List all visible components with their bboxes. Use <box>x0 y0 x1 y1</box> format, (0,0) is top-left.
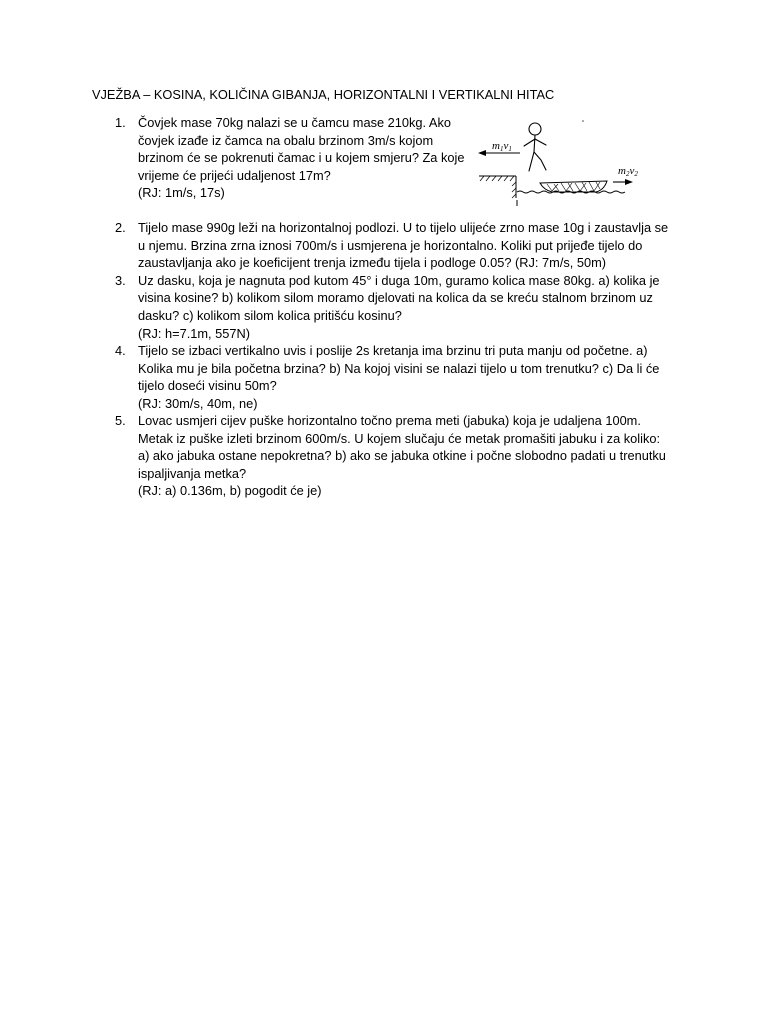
problem-text-line: Lovac usmjeri cijev puške horizontalno točno prema meti (jabuka) koja je udaljena 100m. <box>138 413 641 429</box>
problem-number: 1. <box>115 115 126 130</box>
problem-text-line: Tijelo mase 990g leži na horizontalnoj podlozi. U to tijelo ulijeće zrno mase 10g i zaustavlja se <box>138 220 669 236</box>
figure-right-arm <box>535 139 546 145</box>
boat-hatching <box>547 182 600 191</box>
arrow-left-head <box>478 150 486 156</box>
boat-momentum-label <box>618 165 638 178</box>
stick-figure-icon <box>524 123 546 171</box>
problem-4 <box>115 342 768 412</box>
problem-number: 2. <box>115 220 126 236</box>
label-velocity-sub: 1 <box>508 145 512 153</box>
problem-text-line: Tijelo se izbaci vertikalno uvis i poslije 2s kretanja ima brzinu tri puta manju od početne. a) <box>138 343 648 359</box>
problem-text-line: a) ako jabuka ostane nepokretna? b) ako se jabuka otkine i počne slobodno padati u trenutku <box>138 448 666 464</box>
problem-answer: (RJ: a) 0.136m, b) pogodit će je) <box>138 483 322 499</box>
problem-text-line: čovjek izađe iz čamca na obalu brzinom 3m/s kojom <box>138 132 434 148</box>
figure-left-leg <box>529 152 534 171</box>
man-momentum-label <box>492 140 512 153</box>
boat-icon <box>540 181 607 192</box>
label-mass: m <box>618 165 626 177</box>
label-velocity-sub: 2 <box>634 170 638 178</box>
man-boat-figure <box>470 112 650 212</box>
problem-number: 3. <box>115 272 126 288</box>
figure-left-arm <box>524 139 535 146</box>
problem-text-line: tijelo doseći visinu 50m? <box>138 378 277 394</box>
problem-text-line: Kolika mu je bila početna brzina? b) Na kojoj visini se nalazi tijelo u tom trenutku? c) Da li će <box>138 360 660 376</box>
problem-text-line: ispaljivanja metka? <box>138 465 247 481</box>
label-mass: m <box>492 140 500 152</box>
problem-5 <box>115 412 768 500</box>
problem-text-line: zaustavljanja ako je koeficijent trenja između tijela i podloge 0.05? (RJ: 7m/s, 50m) <box>138 255 607 271</box>
problem-text-line: dasku? c) kolikom silom kolica pritišću kosinu? <box>138 308 402 324</box>
problem-text-line: Uz dasku, koja je nagnuta pod kutom 45° i duga 10m, guramo kolica mase 80kg. a) kolika je <box>138 272 660 288</box>
speck-dot <box>582 120 584 122</box>
problem-number: 5. <box>115 413 126 429</box>
boat-velocity-arrow <box>613 179 633 185</box>
problem-text-line: visina kosine? b) kolikom silom moramo djelovati na kolica da se kreću stalnom brzinom uz <box>138 290 653 306</box>
label-mass-sub: 2 <box>625 170 630 178</box>
arrow-right-head <box>625 179 633 185</box>
figure-right-leg <box>534 152 546 170</box>
figure-head <box>529 123 541 135</box>
figure-body <box>534 135 535 152</box>
problem-text-line: brzinom će se pokrenuti čamac i u kojem smjeru? Za koje <box>138 150 465 166</box>
shore-hatching <box>480 176 516 198</box>
problem-1 <box>115 114 768 202</box>
problem-text-line: vrijeme će prijeći udaljenost 17m? <box>138 167 331 183</box>
label-velocity: v <box>503 140 509 152</box>
problem-text-line: Metak iz puške izleti brzinom 600m/s. U kojem slučaju će metak promašiti jabuku i za koliko: <box>138 430 661 446</box>
label-velocity: v <box>629 165 635 177</box>
problem-list <box>0 114 768 500</box>
problem-text-line: u njemu. Brzina zrna iznosi 700m/s i usmjerena je horizontalno. Koliki put prijeđe tijelo do <box>138 237 643 253</box>
problem-text-line: Čovjek mase 70kg nalazi se u čamcu mase 210kg. Ako <box>138 115 451 130</box>
problem-3 <box>115 272 768 342</box>
shore-ground <box>479 176 517 206</box>
problem-2 <box>115 219 768 272</box>
problem-answer: (RJ: h=7.1m, 557N) <box>138 325 251 341</box>
label-mass-sub: 1 <box>499 145 504 153</box>
problem-number: 4. <box>115 343 126 359</box>
problem-answer: (RJ: 1m/s, 17s) <box>138 185 225 201</box>
page-title: VJEŽBA – KOSINA, KOLIČINA GIBANJA, HORIZONTALNI I VERTIKALNI HITAC <box>92 87 555 102</box>
problem-answer: (RJ: 30m/s, 40m, ne) <box>138 395 258 411</box>
